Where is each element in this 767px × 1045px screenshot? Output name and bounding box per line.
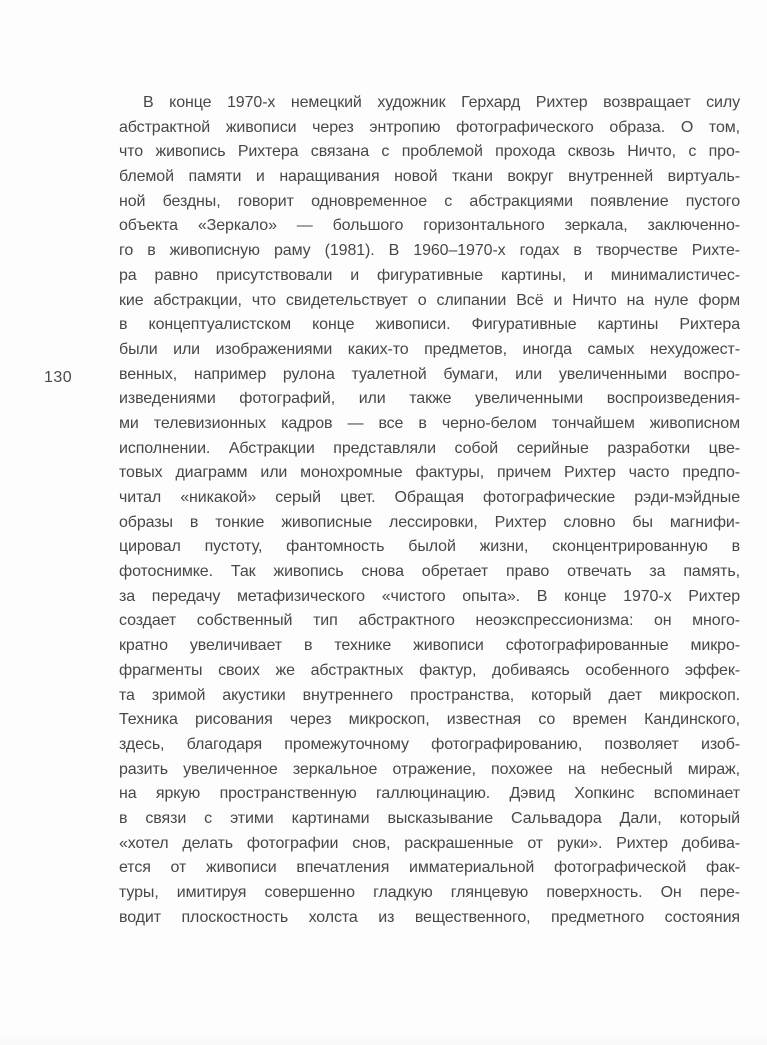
text-line: на яркую пространственную галлюцинацию. Дэвид Хопкинс вспоминает xyxy=(119,785,740,803)
text-line: блемой памяти и наращивания новой ткани вокруг внутренней виртуаль- xyxy=(119,168,740,186)
text-line: В конце 1970-х немецкий художник Герхард Рихтер возвращает силу xyxy=(143,94,740,111)
text-line: здесь, благодаря промежуточному фотографированию, позволяет изоб- xyxy=(119,735,740,753)
text-line: «хотел делать фотографии снов, раскрашенные от руки». Рихтер добива- xyxy=(119,834,740,852)
text-line: были или изображениями каких-то предметов, иногда самых нехудожест- xyxy=(119,340,740,358)
text-line: создает собственный тип абстрактного неоэкспрессионизма: он много- xyxy=(119,612,740,630)
text-line: образы в тонкие живописные лессировки, Рихтер словно бы магнифи- xyxy=(119,513,740,531)
text-line: кие абстракции, что свидетельствует о слипании Всё и Ничто на нуле форм xyxy=(119,291,740,309)
text-line: цировал пустоту, фантомность былой жизни, сконцентрированную в xyxy=(119,538,740,556)
text-line: фотоснимке. Так живопись снова обретает право отвечать за память, xyxy=(119,563,740,581)
text-line: фрагменты своих же абстрактных фактур, добиваясь особенного эффек- xyxy=(119,661,740,679)
text-line: го в живописную раму (1981). В 1960–1970-х годах в творчестве Рихте- xyxy=(119,242,740,260)
text-line: читал «никакой» серый цвет. Обращая фотографические рэди-мэйдные xyxy=(119,489,740,506)
text-line: что живопись Рихтера связана с проблемой прохода сквозь Ничто, с про- xyxy=(119,143,740,161)
text-line: Техника рисования через микроскоп, известная со времен Кандинского, xyxy=(119,711,740,729)
text-line: за передачу метафизического «чистого опыта». В конце 1970-х Рихтер xyxy=(119,587,740,605)
text-line: изведениями фотографий, или также увеличенными воспроизведения- xyxy=(119,390,740,408)
scan-noise-band xyxy=(0,1031,767,1045)
text-line: товых диаграмм или монохромные фактуры, причем Рихтер часто предпо- xyxy=(119,464,740,482)
text-line: кратно увеличивает в технике живописи сфотографированные микро- xyxy=(119,637,740,655)
text-line: ми телевизионных кадров — все в черно-белом тончайшем живописном xyxy=(119,414,740,432)
text-line: ется от живописи впечатления имматериальной фотографической фак- xyxy=(119,859,740,877)
text-line: та зримой акустики внутреннего пространства, который дает микроскоп. xyxy=(119,686,740,704)
text-line: ной бездны, говорит одновременное с абстракциями появление пустого xyxy=(119,192,740,210)
text-line: венных, например рулона туалетной бумаги, или увеличенными воспро- xyxy=(119,365,740,383)
text-line: разить увеличенное зеркальное отражение, похожее на небесный мираж, xyxy=(119,760,740,778)
text-line: в концептуалистском конце живописи. Фигуративные картины Рихтера xyxy=(119,316,740,334)
paragraph xyxy=(119,91,740,930)
text-line: объекта «Зеркало» — большого горизонтального зеркала, заключенно- xyxy=(119,217,740,235)
text-line: ра равно присутствовали и фигуративные картины, и минималистичес- xyxy=(119,266,740,284)
text-line: исполнении. Абстракции представляли собой серийные разработки цве- xyxy=(119,439,740,457)
text-line: туры, имитируя совершенно гладкую глянцевую поверхность. Он пере- xyxy=(119,884,740,901)
page-number: 130 xyxy=(44,369,73,386)
text-line: водит плоскостность холста из вещественного, предметного состояния xyxy=(119,908,740,926)
text-line: в связи с этими картинами высказывание Сальвадора Дали, который xyxy=(119,809,740,827)
text-line: абстрактной живописи через энтропию фотографического образа. О том, xyxy=(119,118,740,136)
